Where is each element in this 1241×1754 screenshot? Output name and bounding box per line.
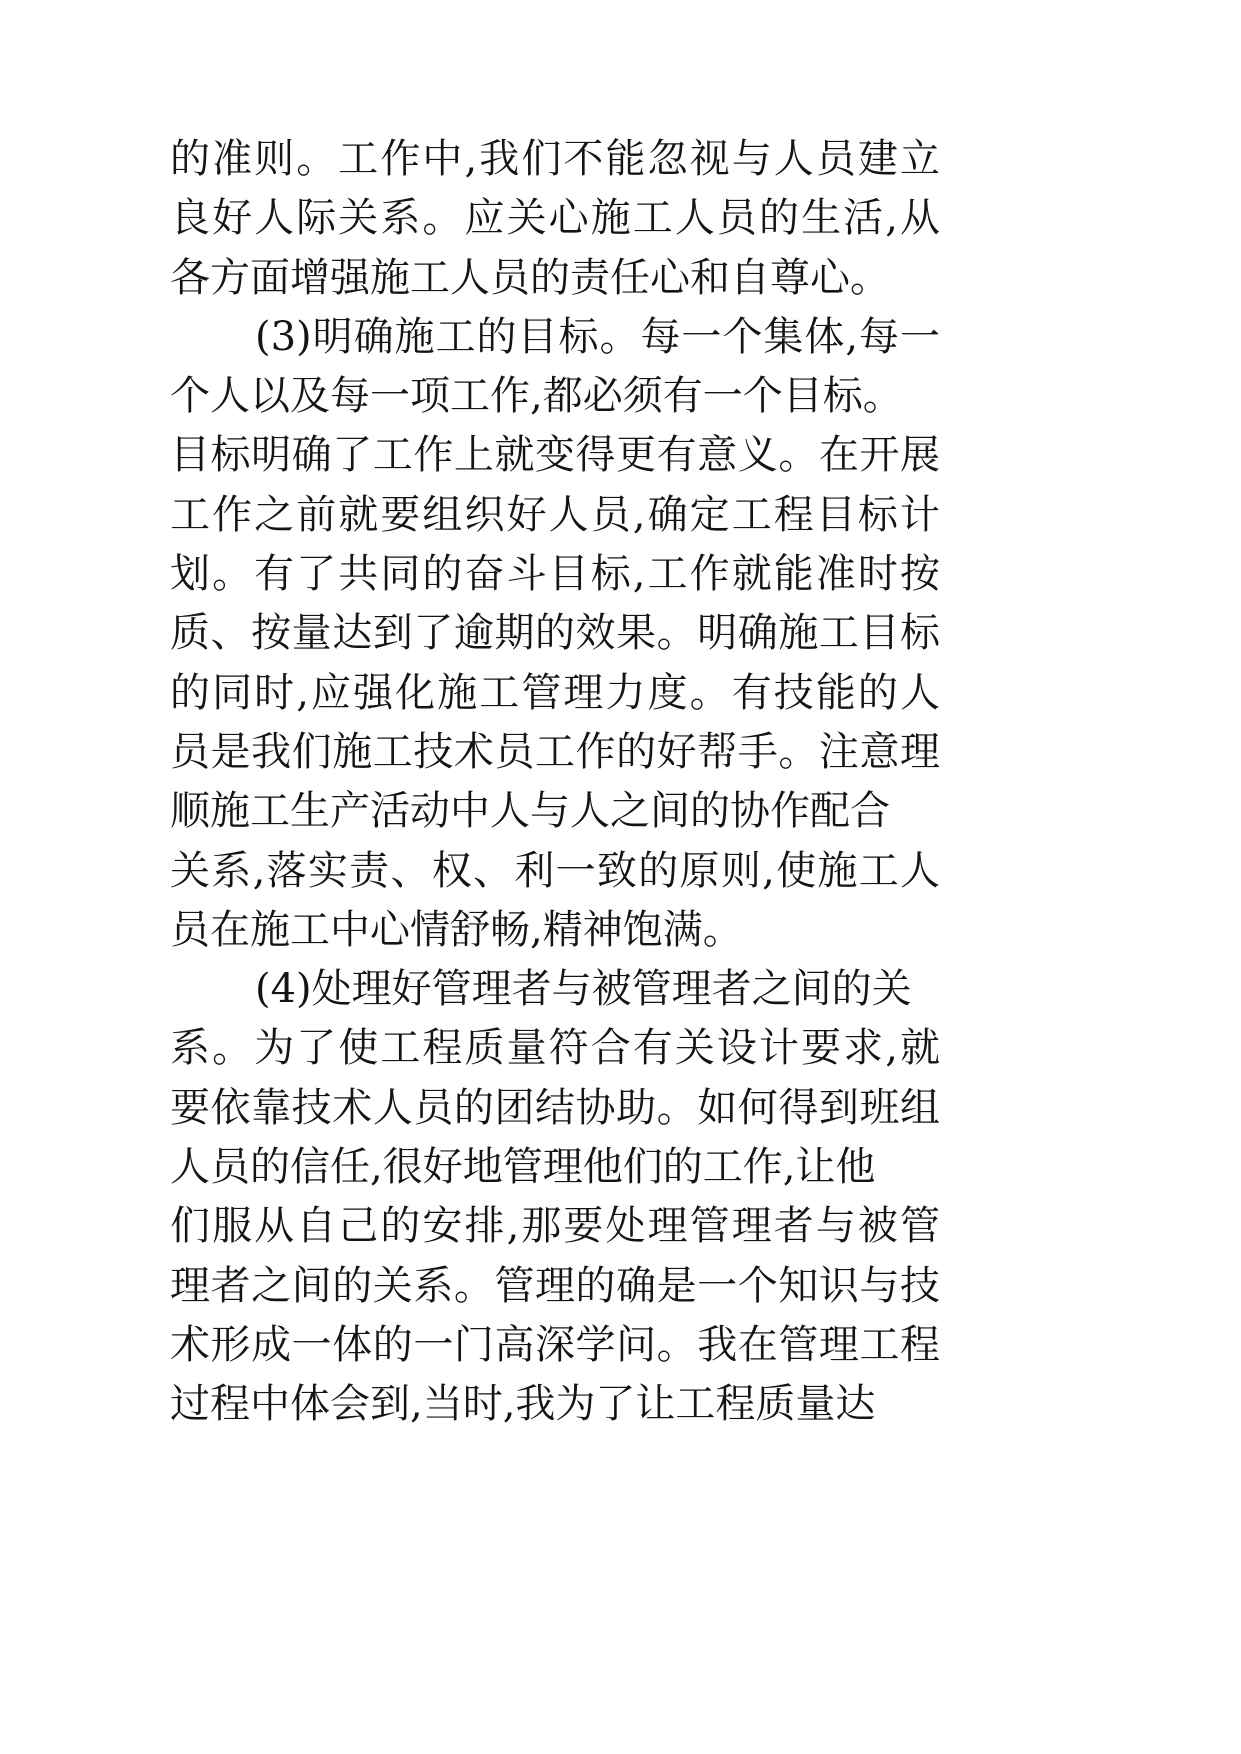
text-line: (4)处理好管理者与被管理者之间的关	[255, 966, 912, 1013]
paragraph-3	[170, 308, 940, 960]
text-line: (3)明确施工的目标。每一个集体,每一	[255, 313, 940, 360]
text-line: 术形成一体的一门高深学问。我在管理工程	[170, 1321, 940, 1368]
body-text	[170, 130, 940, 1435]
text-line: 的同时,应强化施工管理力度。有技能的人	[170, 669, 940, 716]
text-line: 顺施工生产活动中人与人之间的协作配合	[170, 788, 890, 835]
text-line: 过程中体会到,当时,我为了让工程质量达	[170, 1381, 876, 1428]
text-line: 理者之间的关系。管理的确是一个知识与技	[170, 1262, 940, 1309]
text-line: 个人以及每一项工作,都必须有一个目标。	[170, 373, 903, 420]
text-line: 良好人际关系。应关心施工人员的生活,从	[170, 195, 940, 242]
text-line: 各方面增强施工人员的责任心和自尊心。	[170, 254, 890, 301]
paragraph-continuation	[170, 130, 940, 308]
text-line: 关系,落实责、权、利一致的原则,使施工人	[170, 847, 940, 894]
text-line: 目标明确了工作上就变得更有意义。在开展	[170, 432, 940, 479]
text-line: 的准则。工作中,我们不能忽视与人员建立	[170, 136, 940, 182]
text-line: 系。为了使工程质量符合有关设计要求,就	[170, 1025, 940, 1072]
text-line: 要依靠技术人员的团结协助。如何得到班组	[170, 1084, 940, 1131]
text-line: 人员的信任,很好地管理他们的工作,让他	[170, 1144, 876, 1191]
text-line: 划。有了共同的奋斗目标,工作就能准时按	[170, 551, 940, 598]
paragraph-4	[170, 960, 940, 1434]
text-line: 质、按量达到了逾期的效果。明确施工目标	[170, 610, 940, 657]
text-line: 工作之前就要组织好人员,确定工程目标计	[170, 491, 940, 538]
text-line: 员在施工中心情舒畅,精神饱满。	[170, 906, 743, 953]
text-line: 们服从自己的安排,那要处理管理者与被管	[170, 1203, 940, 1250]
text-line: 员是我们施工技术员工作的好帮手。注意理	[170, 728, 940, 775]
